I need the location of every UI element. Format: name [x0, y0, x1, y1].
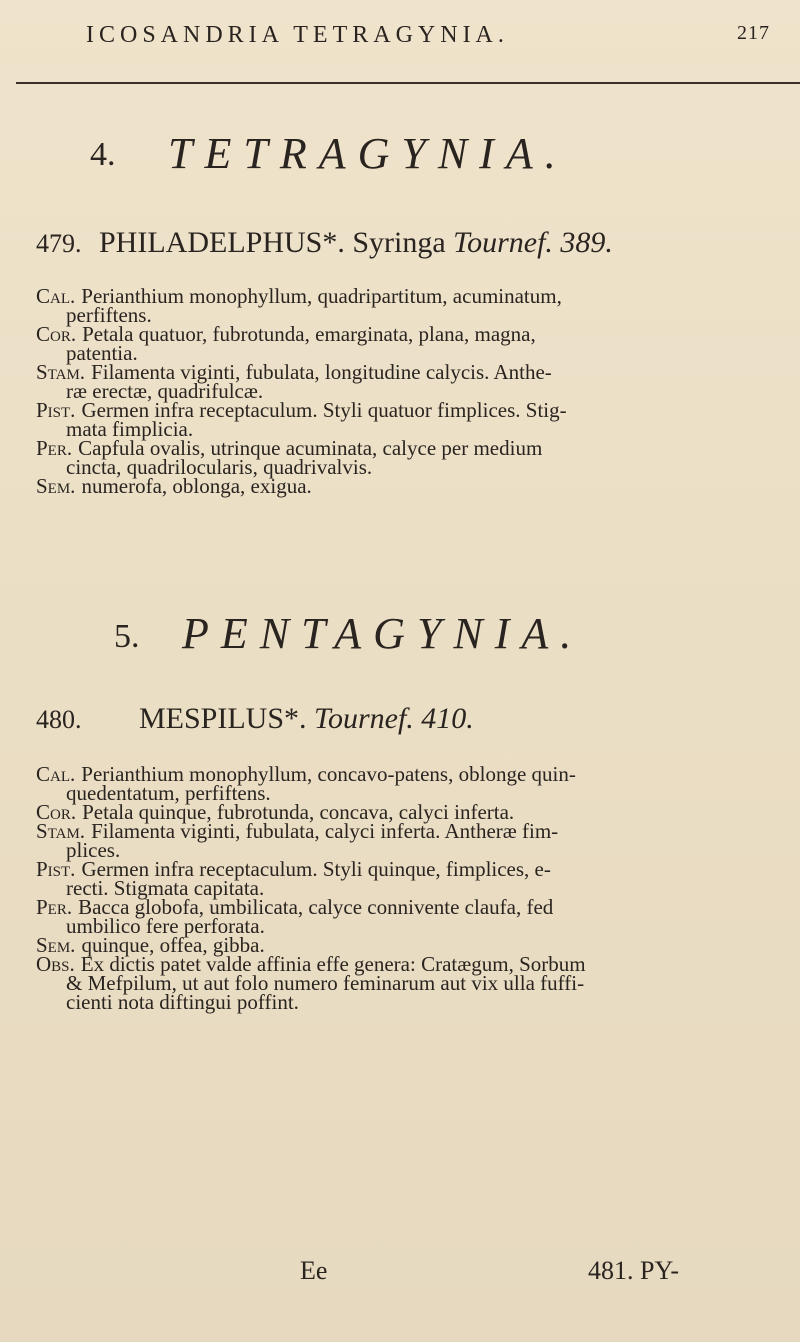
description-text: Petala quinque, fubrotunda, concava, calyci inferta.: [82, 800, 515, 824]
part-label: Stam.: [36, 819, 86, 843]
description-text: Germen infra receptaculum. Styli quinque, fimplices, e-: [81, 857, 551, 881]
genus-description-philadelphus: [36, 284, 780, 498]
description-text: cincta, quadrilocularis, quadrivalvis.: [66, 455, 373, 479]
part-label: Pist.: [36, 398, 76, 422]
page-number: 217: [737, 22, 770, 44]
description-text: umbilico fere perforata.: [66, 914, 265, 938]
description-text: numerofa, oblonga, exigua.: [81, 474, 312, 498]
section-number: 5.: [114, 618, 140, 655]
part-label: Per.: [36, 895, 73, 919]
part-label: Sem.: [36, 474, 76, 498]
description-text: perfiftens.: [66, 303, 152, 327]
genus-reference: Tournef. 389.: [453, 226, 613, 259]
genus-heading-philadelphus: [36, 226, 780, 260]
genus-name: MESPILUS*.: [139, 702, 307, 735]
header-rule: [16, 82, 800, 84]
description-text: recti. Stigmata capitata.: [66, 876, 265, 900]
description-text: Filamenta viginti, fubulata, calyci inferta. Antheræ fim-: [91, 819, 559, 843]
part-label: Stam.: [36, 360, 86, 384]
description-text: patentia.: [66, 341, 138, 365]
description-line: [36, 322, 780, 346]
description-text: plices.: [66, 838, 121, 862]
genus-number: 480.: [36, 705, 82, 734]
description-text: Perianthium monophyllum, concavo-patens, oblonge quin-: [81, 762, 576, 786]
description-text: Capfula ovalis, utrinque acuminata, calyce per medium: [78, 436, 543, 460]
description-line: [36, 990, 780, 1014]
description-line: [36, 819, 780, 843]
section-title: TETRAGYNIA.: [168, 129, 568, 178]
description-text: ræ erectæ, quadrifulcæ.: [66, 379, 264, 403]
part-label: Cor.: [36, 800, 77, 824]
part-label: Pist.: [36, 857, 76, 881]
part-label: Cor.: [36, 322, 77, 346]
genus-number: 479.: [36, 229, 82, 258]
catchword: 481. PY-: [588, 1256, 680, 1285]
description-text: & Mefpilum, ut aut folo numero feminarum aut vix ulla fuffi-: [66, 971, 585, 995]
description-text: Filamenta viginti, fubulata, longitudine calycis. Anthe-: [91, 360, 552, 384]
description-text: Bacca globofa, umbilicata, calyce connivente claufa, fed: [78, 895, 554, 919]
genus-heading-mespilus: [36, 702, 780, 736]
description-text: quedentatum, perfiftens.: [66, 781, 271, 805]
part-label: Cal.: [36, 762, 76, 786]
section-number: 4.: [90, 136, 116, 173]
part-label: Obs.: [36, 952, 75, 976]
running-head-title: ICOSANDRIA TETRAGYNIA.: [86, 22, 509, 48]
genus-name: PHILADELPHUS*. Syringa: [99, 226, 446, 259]
part-label: Cal.: [36, 284, 76, 308]
part-label: Per.: [36, 436, 73, 460]
description-text: Ex dictis patet valde affinia effe genera: Cratægum, Sorbum: [80, 952, 586, 976]
part-label: Sem.: [36, 933, 76, 957]
description-text: cienti nota diftingui poffint.: [66, 990, 299, 1014]
genus-description-mespilus: [36, 762, 780, 1014]
description-line: [36, 474, 780, 498]
description-text: quinque, offea, gibba.: [81, 933, 265, 957]
description-text: Germen infra receptaculum. Styli quatuor fimplices. Stig-: [81, 398, 567, 422]
genus-reference: Tournef. 410.: [314, 702, 474, 735]
description-text: Perianthium monophyllum, quadripartitum, acuminatum,: [81, 284, 562, 308]
section-title: PENTAGYNIA.: [182, 609, 584, 658]
description-text: Petala quatuor, fubrotunda, emarginata, plana, magna,: [82, 322, 536, 346]
description-text: mata fimplicia.: [66, 417, 194, 441]
signature-mark: Ee: [300, 1256, 328, 1285]
